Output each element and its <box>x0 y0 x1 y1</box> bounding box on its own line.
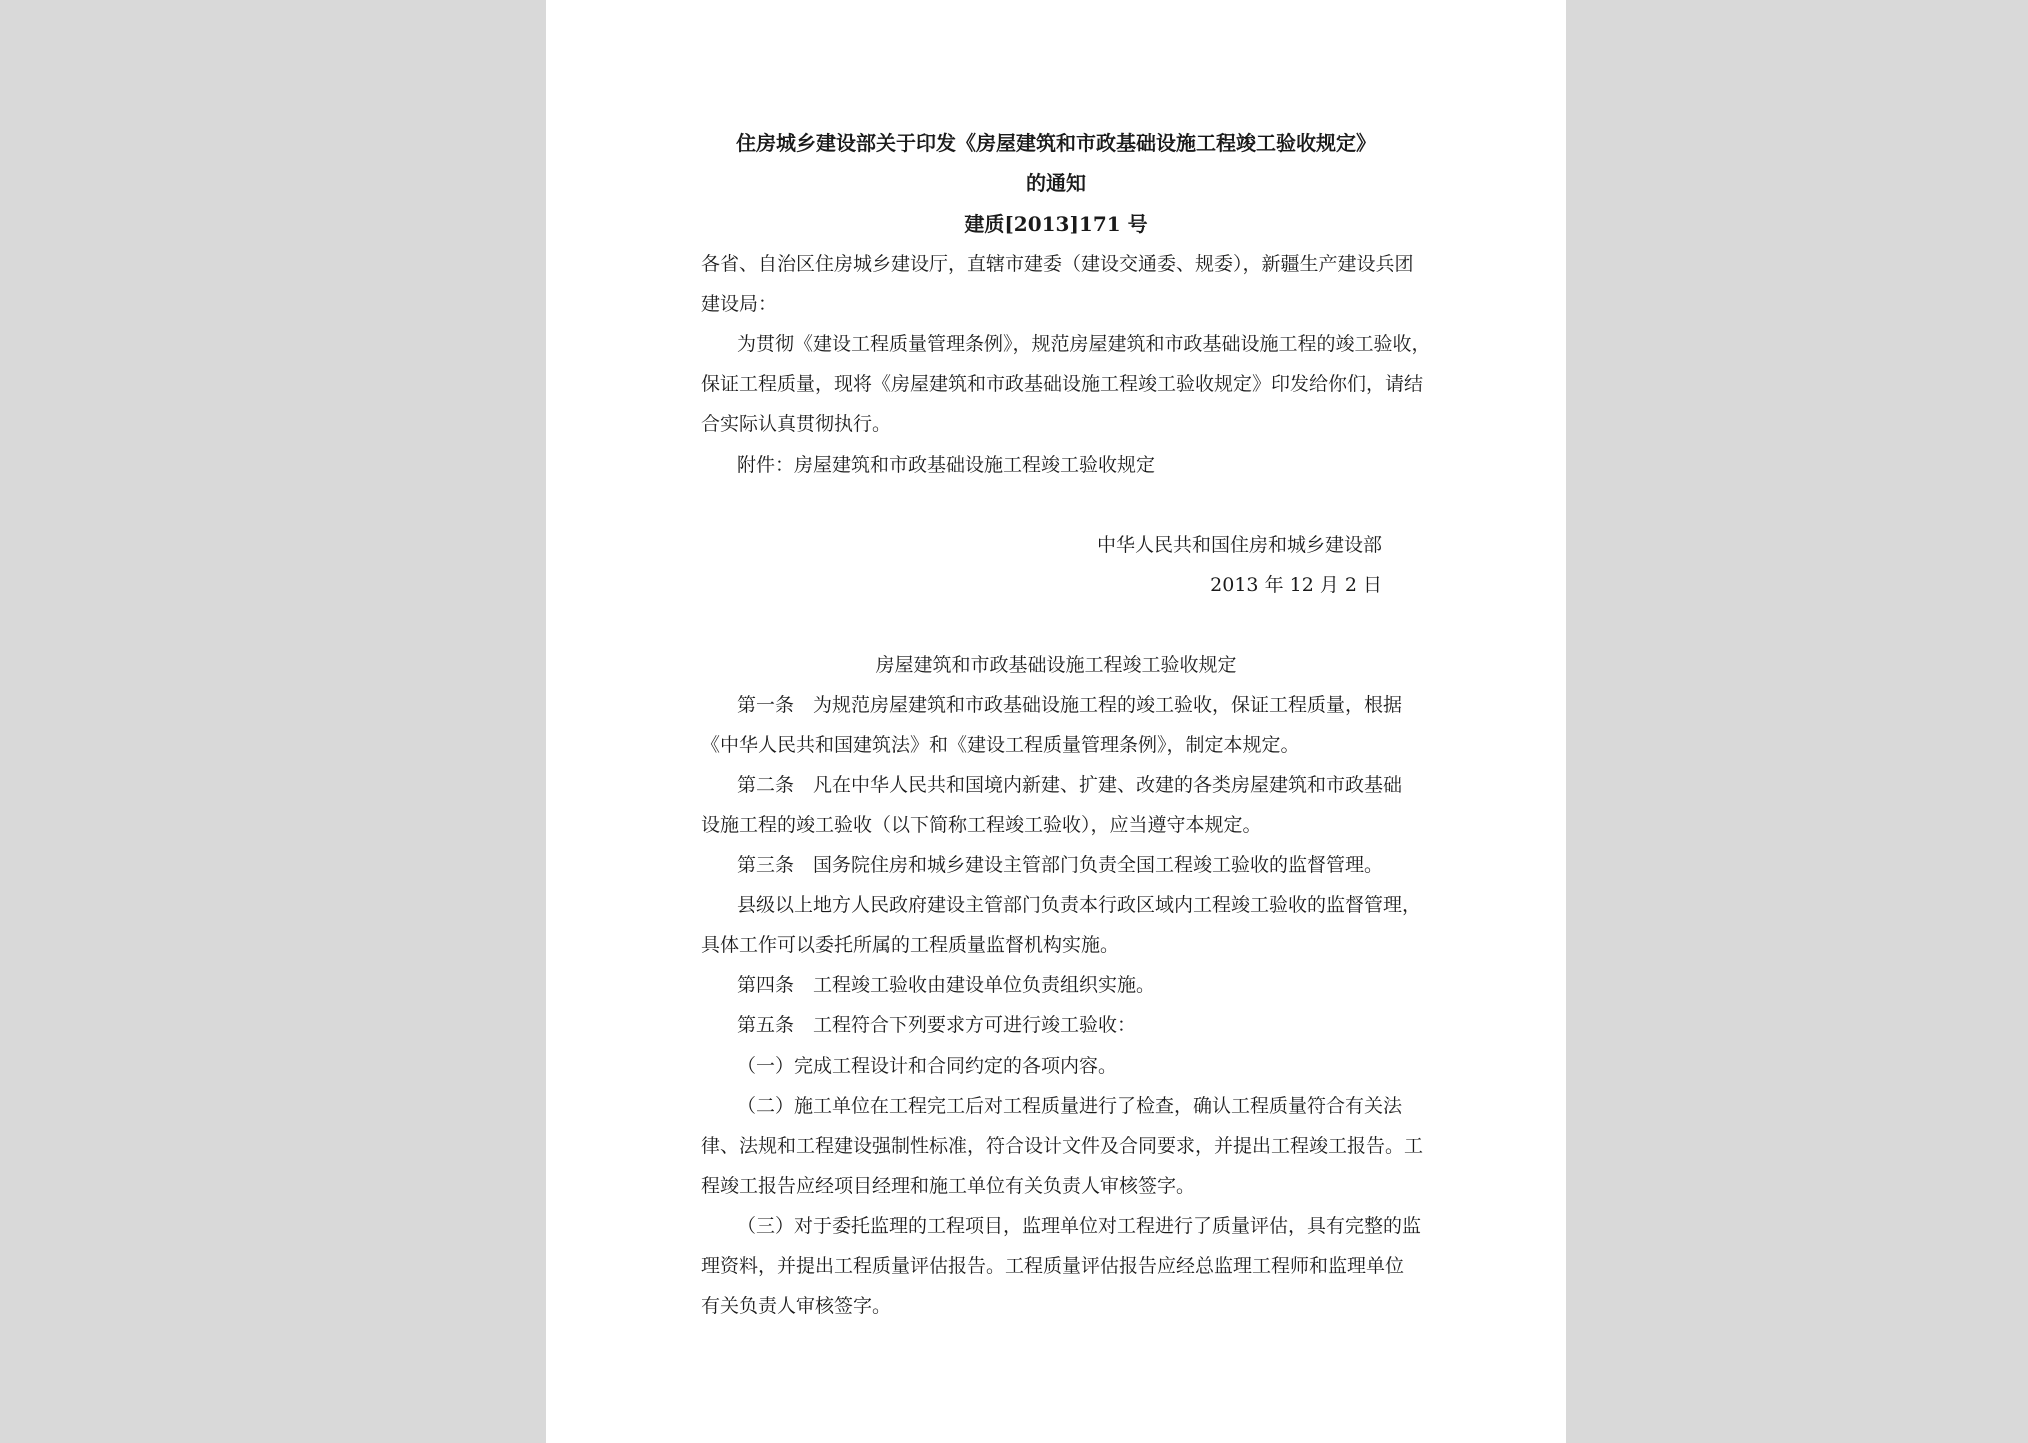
regulation-title: 房屋建筑和市政基础设施工程竣工验收规定 <box>875 654 1237 676</box>
article-5-item-2-line-1: （二）施工单位在工程完工后对工程质量进行了检查，确认工程质量符合有关法 <box>737 1095 1403 1117</box>
article-3-paragraph-2-line-1: 县级以上地方人民政府建设主管部门负责本行政区域内工程竣工验收的监督管理， <box>737 894 1422 916</box>
article-4-line-1: 第四条 工程竣工验收由建设单位负责组织实施。 <box>737 974 1156 996</box>
issue-date: 2013 年 12 月 2 日 <box>1210 574 1382 596</box>
document-page <box>546 0 1566 1443</box>
article-5-item-3-line-2: 理资料，并提出工程质量评估报告。工程质量评估报告应经总监理工程师和监理单位 <box>701 1255 1405 1277</box>
article-5-item-3-line-3: 有关负责人审核签字。 <box>701 1295 892 1317</box>
recipients-line-2: 建设局： <box>701 293 778 315</box>
body-paragraph-line-3: 合实际认真贯彻执行。 <box>701 413 892 435</box>
article-1-line-1: 第一条 为规范房屋建筑和市政基础设施工程的竣工验收，保证工程质量，根据 <box>737 694 1403 716</box>
article-5-item-3-line-1: （三）对于委托监理的工程项目，监理单位对工程进行了质量评估，具有完整的监 <box>737 1215 1422 1237</box>
article-3-line-1: 第三条 国务院住房和城乡建设主管部门负责全国工程竣工验收的监督管理。 <box>737 854 1384 876</box>
article-5-item-2-line-3: 程竣工报告应经项目经理和施工单位有关负责人审核签字。 <box>701 1175 1196 1197</box>
article-5-line-1: 第五条 工程符合下列要求方可进行竣工验收： <box>737 1014 1137 1036</box>
article-3-paragraph-2-line-2: 具体工作可以委托所属的工程质量监督机构实施。 <box>701 934 1120 956</box>
document-number: 建质[2013]171 号 <box>964 212 1148 236</box>
article-5-item-1: （一）完成工程设计和合同约定的各项内容。 <box>737 1055 1118 1077</box>
article-2-line-2: 设施工程的竣工验收（以下简称工程竣工验收），应当遵守本规定。 <box>701 814 1262 836</box>
article-1-line-2: 《中华人民共和国建筑法》和《建设工程质量管理条例》，制定本规定。 <box>701 734 1300 756</box>
article-5-item-2-line-2: 律、法规和工程建设强制性标准，符合设计文件及合同要求，并提出工程竣工报告。工 <box>701 1135 1424 1157</box>
recipients-line-1: 各省、自治区住房城乡建设厅，直辖市建委（建设交通委、规委），新疆生产建设兵团 <box>701 253 1414 275</box>
body-paragraph-line-1: 为贯彻《建设工程质量管理条例》，规范房屋建筑和市政基础设施工程的竣工验收， <box>737 333 1431 355</box>
attachment-line: 附件：房屋建筑和市政基础设施工程竣工验收规定 <box>737 454 1156 476</box>
document-title-line-2: 的通知 <box>1026 171 1086 195</box>
issuer-signature: 中华人民共和国住房和城乡建设部 <box>1096 534 1382 556</box>
body-paragraph-line-2: 保证工程质量，现将《房屋建筑和市政基础设施工程竣工验收规定》印发给你们，请结 <box>701 373 1424 395</box>
article-2-line-1: 第二条 凡在中华人民共和国境内新建、扩建、改建的各类房屋建筑和市政基础 <box>737 774 1403 796</box>
document-title-line-1: 住房城乡建设部关于印发《房屋建筑和市政基础设施工程竣工验收规定》 <box>736 131 1376 155</box>
